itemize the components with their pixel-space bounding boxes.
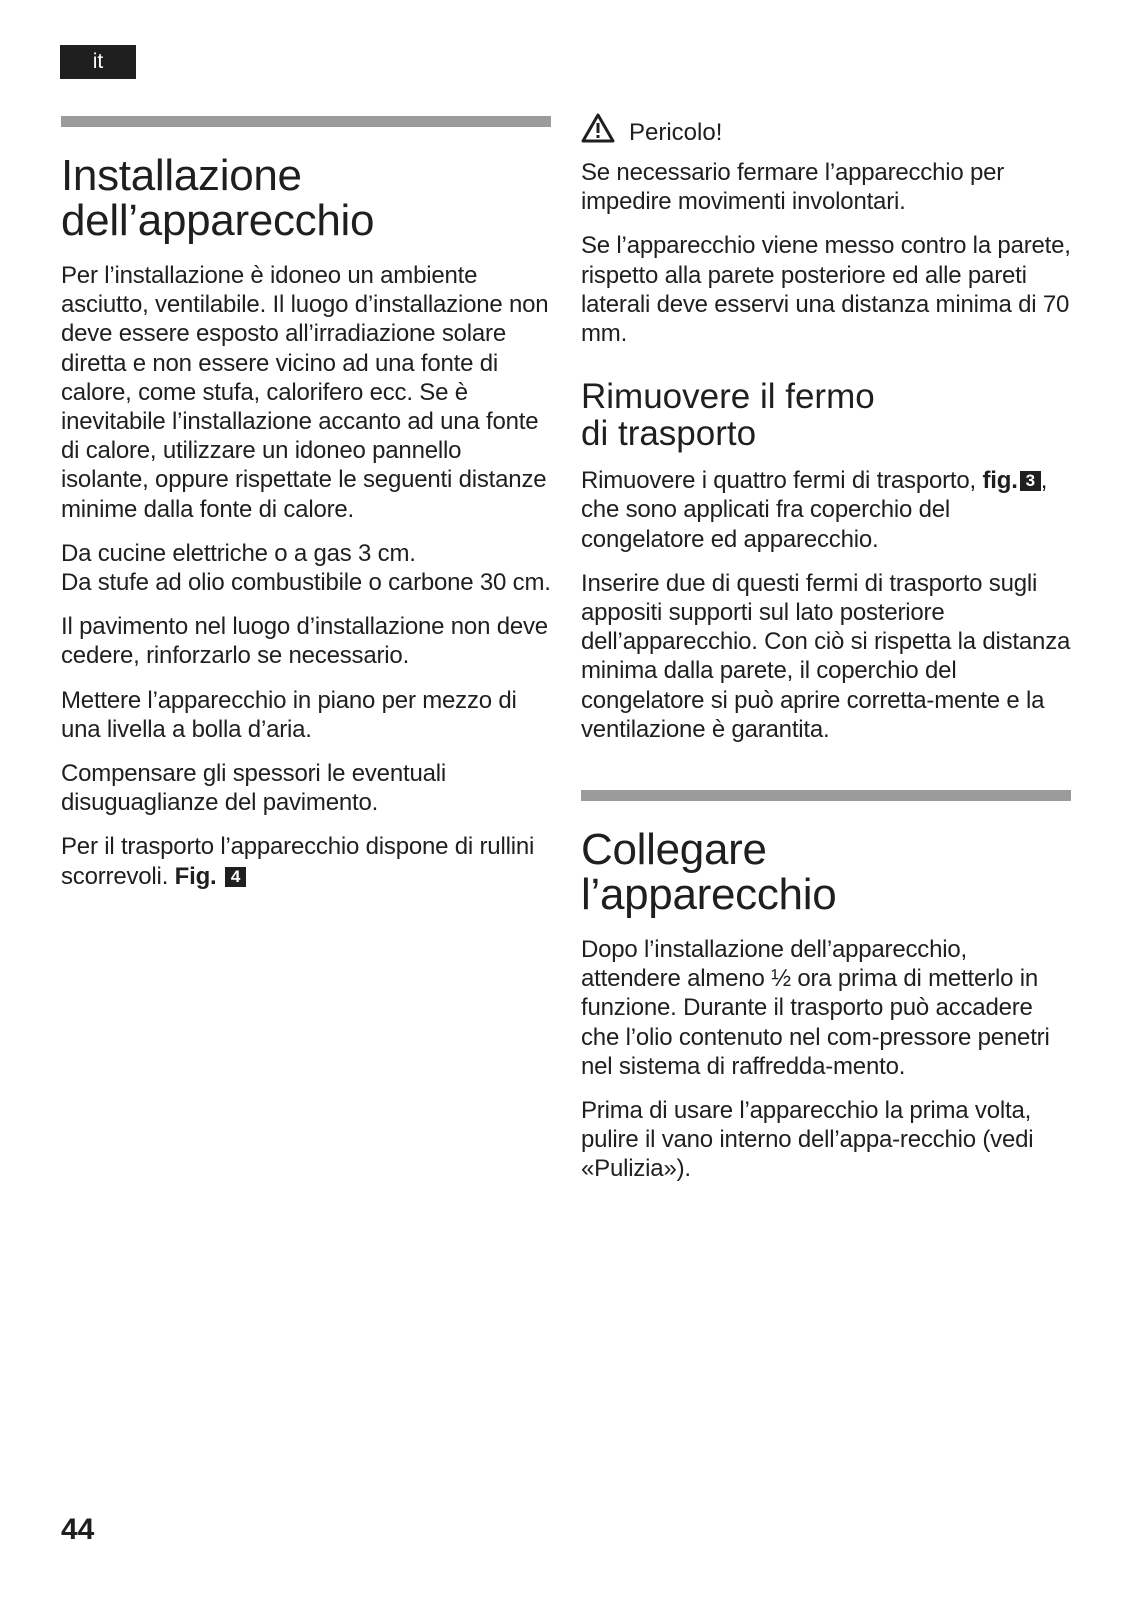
paragraph: Mettere l’apparecchio in piano per mezzo di una livella a bolla d’aria. bbox=[61, 686, 517, 743]
title-line: dell’apparecchio bbox=[61, 196, 375, 245]
figure-number-badge: 4 bbox=[225, 867, 246, 887]
warning-title: Pericolo! bbox=[629, 118, 723, 146]
paragraph: Dopo l’installazione dell’apparecchio, attendere almeno ½ ora prima di metterlo in funzione. Durante il trasporto può accadere che l’olio contenuto nel com-pressore penetri nel sistema di raffredda-mento. bbox=[581, 936, 1050, 1080]
paragraph: Se necessario fermare l’apparecchio per impedire movimenti involontari. bbox=[581, 159, 1005, 216]
warning-heading bbox=[581, 113, 1071, 152]
paragraph-text: Per il trasporto l’apparecchio dispone di rullini scorrevoli. bbox=[61, 833, 535, 890]
paragraph-text: , che sono applicati fra coperchio del congelatore ed apparecchio. bbox=[581, 467, 1048, 553]
section-rule bbox=[61, 116, 551, 127]
figure-reference-label: fig. bbox=[982, 467, 1018, 495]
title-line: di trasporto bbox=[581, 414, 757, 454]
figure-reference-label: Fig. bbox=[174, 862, 217, 890]
paragraph: Inserire due di questi fermi di trasporto sugli appositi supporti sul lato posteriore dell’apparecchio. Con ciò si rispetta la distanza minima dalla parete, il coperchio del congelatore si può aprire corretta-mente e la ventilazione è garantita. bbox=[581, 569, 1071, 743]
title-line: Collegare bbox=[581, 825, 767, 875]
distance-line: Da stufe ad olio combustibile o carbone 30 cm. bbox=[61, 569, 551, 597]
distance-line: Da cucine elettriche o a gas 3 cm. bbox=[61, 539, 416, 567]
paragraph: Prima di usare l’apparecchio la prima volta, pulire il vano interno dell’appa-recchio (vedi «Pulizia»). bbox=[581, 1097, 1034, 1183]
title-line: l’apparecchio bbox=[581, 870, 837, 920]
paragraph: Compensare gli spessori le eventuali disuguaglianze del pavimento. bbox=[61, 760, 447, 817]
paragraph bbox=[61, 539, 551, 597]
paragraph bbox=[581, 466, 1071, 554]
section-rule bbox=[581, 790, 1071, 801]
title-line: Rimuovere il fermo bbox=[581, 377, 875, 417]
subsection-title-transport bbox=[581, 378, 1071, 452]
warning-triangle-icon bbox=[581, 113, 629, 152]
left-column bbox=[61, 0, 551, 906]
title-line: Installazione bbox=[61, 151, 302, 200]
paragraph-text: Rimuovere i quattro fermi di trasporto, bbox=[581, 467, 977, 495]
paragraph: Il pavimento nel luogo d’installazione non deve cedere, rinforzarlo se necessario. bbox=[61, 613, 548, 670]
paragraph: Per l’installazione è idoneo un ambiente asciutto, ventilabile. Il luogo d’installazione non deve essere esposto all’irradiazione solare diretta e non essere vicino ad una fonte di calore, come stufa, calorifero ecc. Se è inevitabile l’installazione accanto ad una fonte di calore, utilizzare un idoneo pannello isolante, oppure rispettate le seguenti distanze minime dalla fonte di calore. bbox=[61, 262, 549, 523]
figure-number-badge: 3 bbox=[1020, 471, 1041, 491]
section-title-installation bbox=[61, 153, 551, 243]
paragraph bbox=[61, 832, 551, 890]
paragraph: Se l’apparecchio viene messo contro la parete, rispetto alla parete posteriore ed alle pareti laterali deve esservi una distanza minima di 70 mm. bbox=[581, 232, 1071, 348]
right-column bbox=[581, 0, 1071, 1199]
page-number: 44 bbox=[61, 1513, 95, 1546]
language-tag: it bbox=[60, 45, 136, 79]
section-title-connection bbox=[581, 825, 1071, 920]
